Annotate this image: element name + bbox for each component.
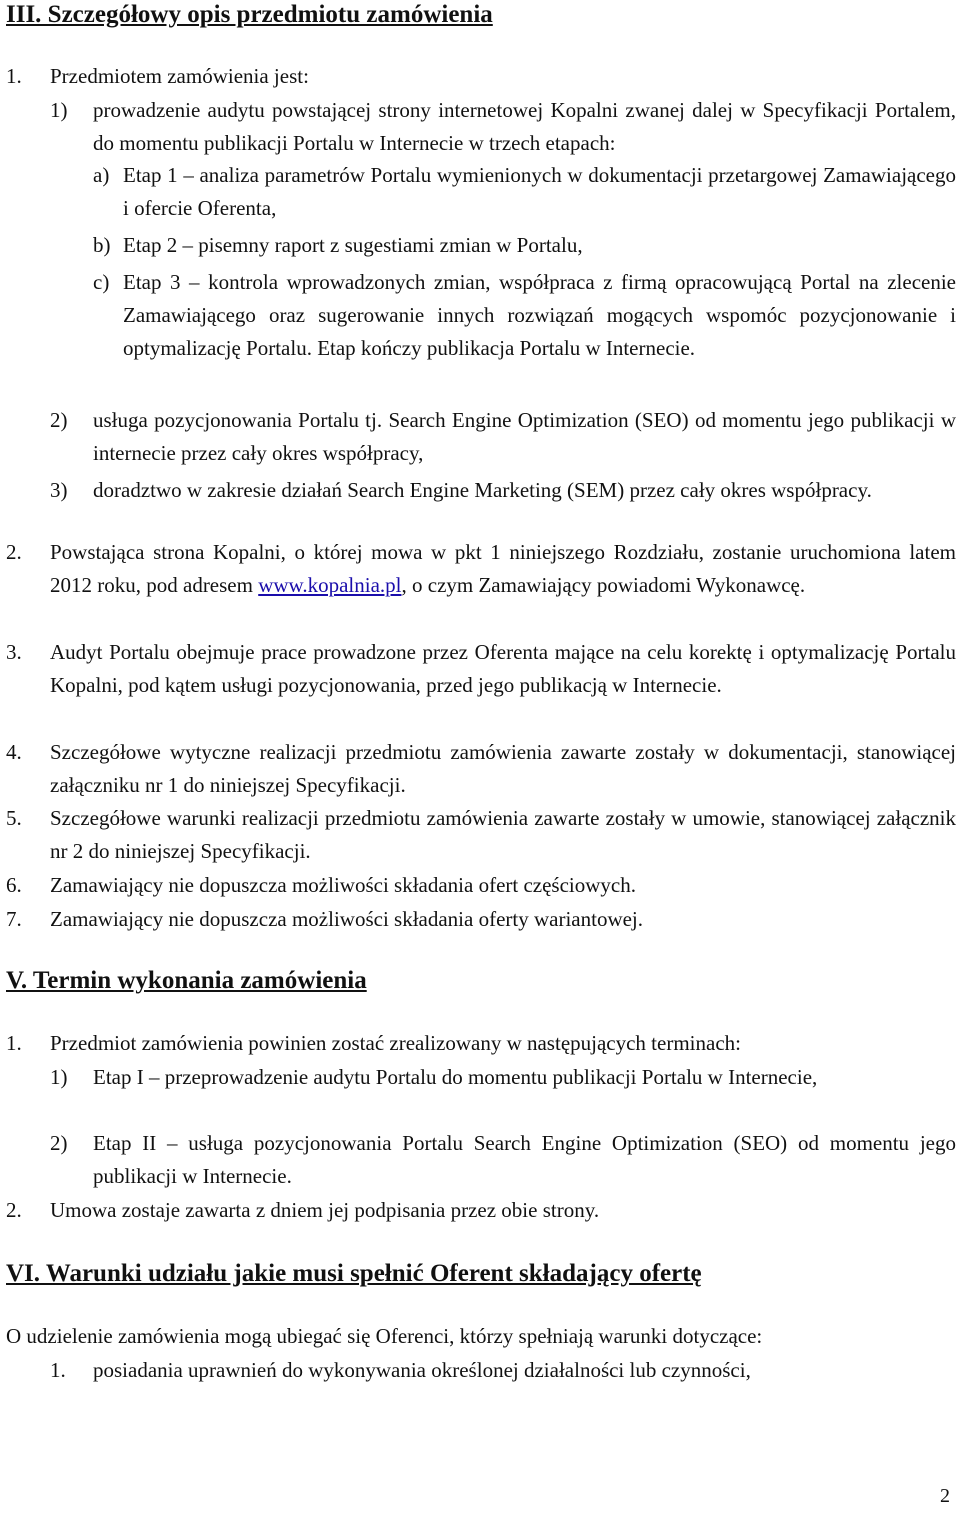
list-text: posiadania uprawnień do wykonywania określonej działalności lub czynności, [93, 1358, 751, 1382]
list-text: usługa pozycjonowania Portalu tj. Search Engine Optimization (SEO) od momentu jego publikacji w internecie przez cały okres współpracy, [93, 408, 956, 465]
section-intro [6, 1320, 956, 1353]
list-number: 2. [6, 540, 22, 564]
list-number: 2) [50, 408, 68, 432]
list-item-3-4 [6, 736, 956, 802]
list-text: Etap I – przeprowadzenie audytu Portalu do momentu publikacji Portalu w Internecie, [93, 1065, 818, 1089]
list-number: 1) [50, 1065, 68, 1089]
list-number: 5. [6, 806, 22, 830]
list-text: Zamawiający nie dopuszcza możliwości składania ofert częściowych. [50, 873, 637, 897]
list-number: 6. [6, 873, 22, 897]
sublist-item-a [93, 159, 956, 225]
list-text: Umowa zostaje zawarta z dniem jej podpisania przez obie strony. [50, 1198, 600, 1222]
list-item-5-1 [6, 1027, 956, 1060]
sublist-item-b [93, 229, 956, 262]
list-text: Szczegółowe warunki realizacji przedmiotu zamówienia zawarte zostały w umowie, stanowiącej załącznik nr 2 do niniejszej Specyfikacji. [50, 806, 956, 863]
list-text: Audyt Portalu obejmuje prace prowadzone przez Oferenta mające na celu korektę i optymalizację Portalu Kopalni, pod kątem usługi pozycjonowania, przed jego publikacją w Internecie. [50, 640, 956, 697]
list-number: 2. [6, 1198, 22, 1222]
sublist-item-c [93, 266, 956, 365]
list-text: Etap 2 – pisemny raport z sugestiami zmian w Portalu, [123, 233, 583, 257]
list-number: 4. [6, 740, 22, 764]
list-item-5-2 [6, 1194, 956, 1227]
section-heading-v: V. Termin wykonania zamówienia [6, 967, 367, 994]
list-text: Etap II – usługa pozycjonowania Portalu Search Engine Optimization (SEO) od momentu jego publikacji w Internecie. [93, 1131, 956, 1188]
list-number: 3) [50, 478, 68, 502]
list-text: doradztwo w zakresie działań Search Engine Marketing (SEM) przez cały okres współpracy. [93, 478, 872, 502]
sublist-item-3 [50, 474, 956, 507]
page-number: 2 [940, 1485, 950, 1507]
list-item-3-5 [6, 802, 956, 868]
list-number: 3. [6, 640, 22, 664]
list-letter: a) [93, 163, 110, 187]
text-segment: , o czym Zamawiający powiadomi Wykonawcę. [401, 573, 806, 597]
list-text: Zamawiający nie dopuszcza możliwości składania oferty wariantowej. [50, 907, 644, 931]
list-text: prowadzenie audytu powstającej strony internetowej Kopalni zwanej dalej w Specyfikacji Portalem, do momentu publikacji Portalu w Internecie w trzech etapach: [93, 98, 956, 155]
sublist-item-5-1 [50, 1061, 956, 1094]
list-text: Etap 3 – kontrola wprowadzonych zmian, współpraca z firmą opracowującą Portal na zlecenie Zamawiającego oraz sugerowanie innych rozwiązań mogących wspomóc pozycjonowanie i optymalizację Portalu. Etap kończy publikacja Portalu w Internecie. [123, 270, 956, 360]
sublist-item-5-2 [50, 1127, 956, 1193]
list-item-3-1 [6, 60, 956, 93]
list-item-3-2 [6, 536, 956, 602]
list-number: 1. [6, 64, 22, 88]
list-number: 1. [50, 1358, 66, 1382]
section-heading-iii: III. Szczegółowy opis przedmiotu zamówienia [6, 1, 493, 28]
list-text: Szczegółowe wytyczne realizacji przedmiotu zamówienia zawarte zostały w dokumentacji, stanowiącej załączniku nr 1 do niniejszej Specyfikacji. [50, 740, 956, 797]
list-item-3-3 [6, 636, 956, 702]
list-letter: c) [93, 270, 110, 294]
list-text: Przedmiot zamówienia powinien zostać zrealizowany w następujących terminach: [50, 1031, 741, 1055]
list-text: Przedmiotem zamówienia jest: [50, 64, 309, 88]
list-item-6-1 [50, 1354, 956, 1387]
text-segment: Powstająca strona Kopalni, o której mowa w pkt 1 niniejszego Rozdziału, zostanie uruchomiona latem 2012 roku, pod adresem [50, 540, 956, 597]
list-item-3-7 [6, 903, 956, 936]
list-text: Etap 1 – analiza parametrów Portalu wymienionych w dokumentacji przetargowej Zamawiającego i ofercie Oferenta, [123, 163, 956, 220]
list-number: 7. [6, 907, 22, 931]
list-number: 1. [6, 1031, 22, 1055]
list-text [50, 536, 956, 602]
list-letter: b) [93, 233, 111, 257]
section-heading-vi: VI. Warunki udziału jakie musi spełnić Oferent składający ofertę [6, 1260, 702, 1287]
intro-text: O udzielenie zamówienia mogą ubiegać się Oferenci, którzy spełniają warunki dotyczące: [6, 1324, 763, 1348]
list-number: 1) [50, 98, 68, 122]
list-number: 2) [50, 1131, 68, 1155]
website-link[interactable]: www.kopalnia.pl [258, 573, 402, 597]
sublist-item-2 [50, 404, 956, 470]
sublist-item-1 [50, 94, 956, 160]
list-item-3-6 [6, 869, 956, 902]
